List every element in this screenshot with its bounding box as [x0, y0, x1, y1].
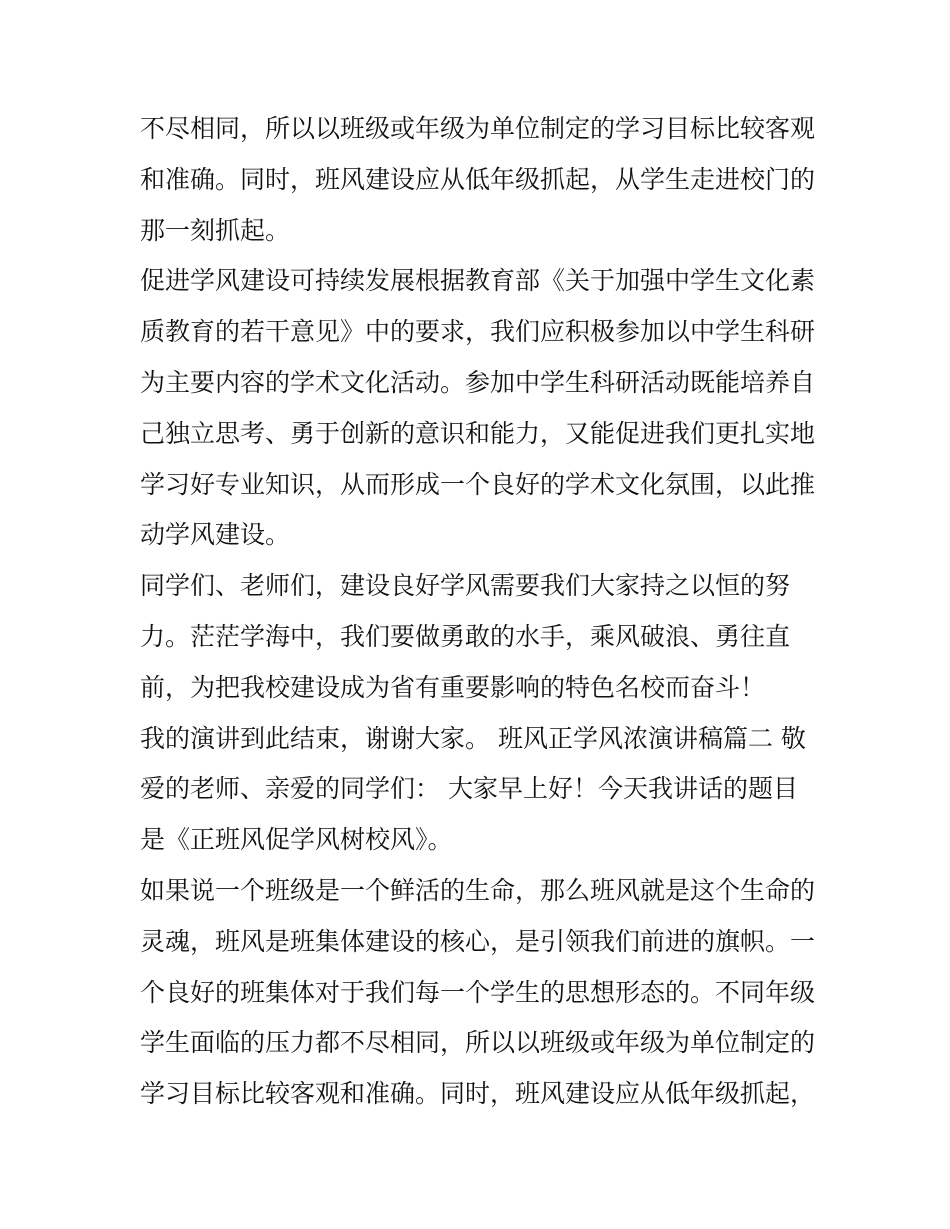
text-line: 前，为把我校建设成为省有重要影响的特色名校而奋斗！: [140, 672, 766, 702]
text-line: 学生面临的压力都不尽相同，所以以班级或年级为单位制定的: [140, 1028, 816, 1058]
text-line: 不尽相同，所以以班级或年级为单位制定的学习目标比较客观: [140, 114, 816, 143]
text-line: 和准确。同时，班风建设应从低年级抓起，从学生走进校门的: [140, 164, 816, 194]
text-line: 学习目标比较客观和准确。同时，班风建设应从低年级抓起，: [140, 1079, 816, 1109]
text-line: 促进学风建设可持续发展根据教育部《关于加强中学生文化素: [140, 266, 816, 296]
text-line: 同学们、老师们，建设良好学风需要我们大家持之以恒的努: [140, 571, 791, 601]
text-line: 我的演讲到此结束，谢谢大家。 班风正学风浓演讲稿篇二 敬: [140, 723, 806, 753]
text-line: 如果说一个班级是一个鲜活的生命，那么班风就是这个生命的: [140, 875, 816, 905]
text-line: 为主要内容的学术文化活动。参加中学生科研活动既能培养自: [140, 367, 816, 397]
text-line: 个良好的班集体对于我们每一个学生的思想形态的。不同年级: [140, 977, 816, 1007]
text-line: 质教育的若干意见》中的要求，我们应积极参加以中学生科研: [140, 317, 816, 347]
text-line: 那一刻抓起。: [140, 215, 291, 245]
text-line: 己独立思考、勇于创新的意识和能力，又能促进我们更扎实地: [140, 418, 816, 448]
text-line: 动学风建设。: [140, 520, 291, 550]
text-line: 力。茫茫学海中，我们要做勇敢的水手，乘风破浪、勇往直: [140, 621, 791, 651]
text-line: 爱的老师、亲爱的同学们： 大家早上好！今天我讲话的题目: [140, 774, 798, 804]
text-line: 是《正班风促学风树校风》。: [140, 825, 453, 855]
text-line: 灵魂，班风是班集体建设的核心，是引领我们前进的旗帜。一: [140, 926, 816, 956]
text-line: 学习好专业知识，从而形成一个良好的学术文化氛围，以此推: [140, 469, 816, 499]
document-body: [140, 104, 830, 1120]
